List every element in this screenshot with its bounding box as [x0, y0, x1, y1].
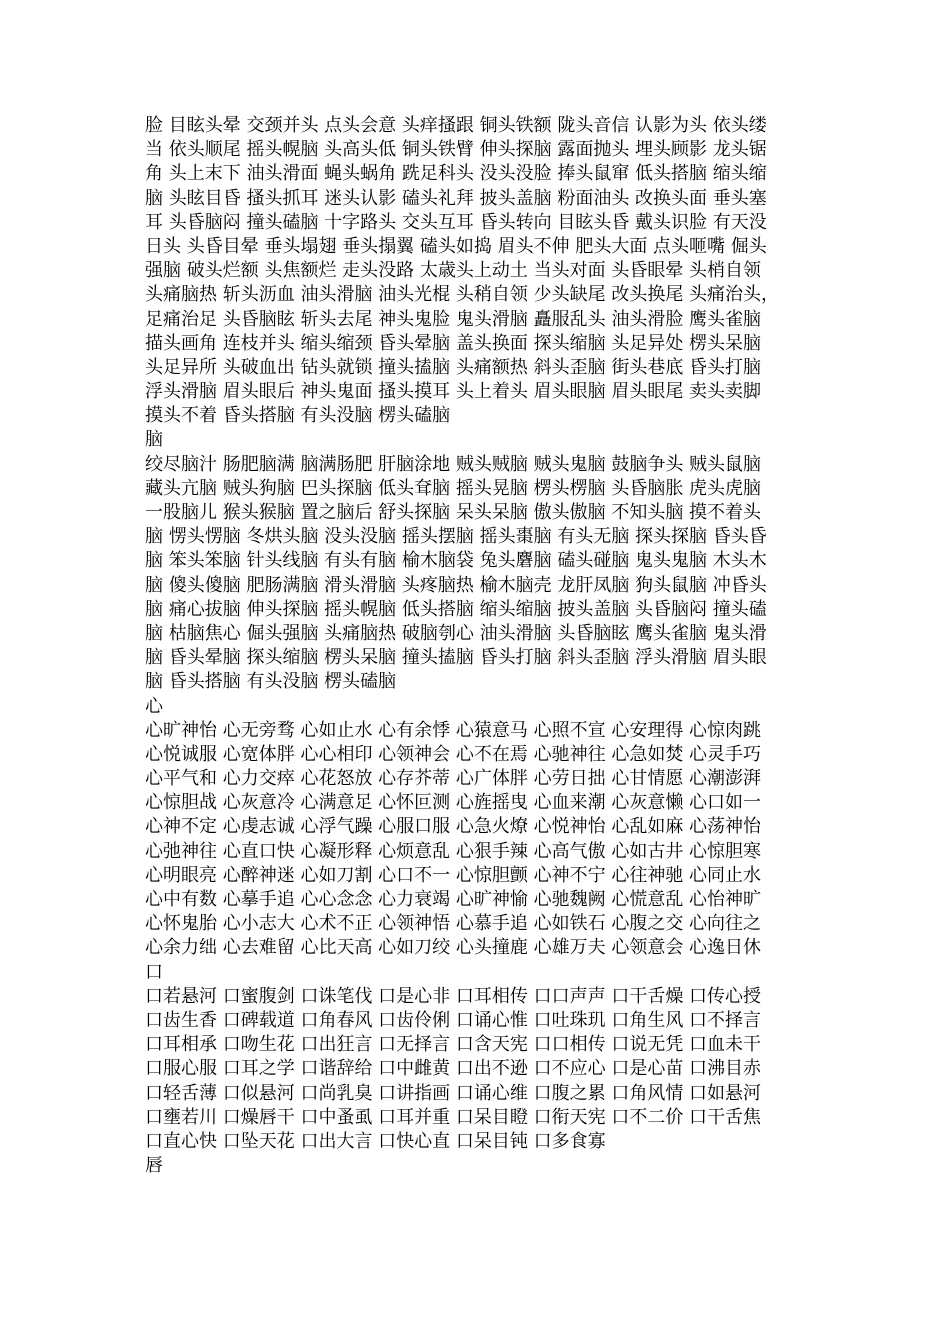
text-line: 一股脑儿 猴头猴脑 置之脑后 舒头探脑 呆头呆脑 傲头傲脑 不知头脑 摸不着头 — [145, 502, 762, 523]
text-line: 口若悬河 口蜜腹剑 口诛笔伐 口是心非 口耳相传 口口声声 口干舌燥 口传心授 — [145, 985, 762, 1007]
section-kou — [145, 961, 805, 1155]
section-chun — [145, 1154, 805, 1178]
text-line: 心余力绌 心去难留 心比天高 心如刀绞 心头撞鹿 心雄万夫 心领意会 心逸日休 — [145, 937, 762, 959]
text-line: 藏头亢脑 贼头狗脑 巴头探脑 低头耷脑 摇头晃脑 楞头楞脑 头昏脑胀 虎头虎脑 — [145, 477, 762, 499]
section-nao — [145, 428, 805, 694]
section-tou — [145, 114, 805, 428]
text-line: 脑 昏头晕脑 探头缩脑 楞头呆脑 撞头搕脑 昏头打脑 斜头歪脑 浮头滑脑 眉头眼 — [145, 647, 767, 669]
text-line: 心惊胆战 心灰意冷 心满意足 心怀叵测 心旌摇曳 心血来潮 心灰意懒 心口如一 — [145, 792, 762, 814]
text-line: 脑 傻头傻脑 肥肠满脑 滑头滑脑 头疼脑热 榆木脑壳 龙肝凤脑 狗头鼠脑 冲昏头 — [145, 574, 767, 596]
text-line: 口轻舌薄 口似悬河 口尚乳臭 口讲指画 口诵心维 口腹之累 口角风情 口如悬河 — [145, 1082, 762, 1104]
text-line: 当 依头顺尾 摇头幌脑 头高头低 铜头铁臂 伸头探脑 露面抛头 埋头顾影 龙头锯 — [145, 139, 767, 161]
section-heading: 唇 — [145, 1155, 163, 1177]
text-line: 浮头滑脑 眉头眼后 神头鬼面 搔头摸耳 头上着头 眉头眼脑 眉头眼尾 卖头卖脚 — [145, 381, 762, 403]
text-line: 脑 枯脑焦心 倔头强脑 头痛脑热 破脑刳心 油头滑脑 头昏脑眩 鹰头雀脑 鬼头滑 — [145, 622, 767, 644]
text-line: 心悦诚服 心宽体胖 心心相印 心领神会 心不在焉 心驰神往 心急如焚 心灵手巧 — [145, 743, 762, 765]
document-page — [145, 114, 805, 1178]
text-line: 绞尽脑汁 肠肥脑满 脑满肠肥 肝脑涂地 贼头贼脑 贼头鬼脑 鼓脑争头 贼头鼠脑 — [145, 453, 762, 475]
text-line: 描头画角 连枝并头 缩头缩颈 昏头晕脑 盖头换面 探头缩脑 头足异处 楞头呆脑 — [145, 332, 762, 354]
text-line: 口齿生香 口碑载道 口角春风 口齿伶俐 口诵心惟 口吐珠玑 口角生风 口不择言 — [145, 1009, 762, 1031]
text-line: 脸 目眩头晕 交颈并头 点头会意 头痒搔跟 铜头铁额 陇头音信 认影为头 依头缕 — [145, 115, 767, 136]
section-heading: 心 — [145, 695, 163, 717]
section-heading: 口 — [145, 961, 163, 983]
text-line: 角 头上末下 油头滑面 蝇头蜗角 跣足科头 没头没脸 捧头鼠窜 低头搭脑 缩头缩 — [145, 163, 767, 185]
text-line: 心旷神怡 心无旁骛 心如止水 心有余悸 心猿意马 心照不宣 心安理得 心惊肉跳 — [145, 719, 762, 741]
text-line: 脑 昏头搭脑 有头没脑 楞头磕脑 — [145, 671, 397, 693]
text-line: 摸头不着 昏头搭脑 有头没脑 楞头磕脑 — [145, 405, 451, 427]
text-line: 脑 头眩目昏 搔头抓耳 迷头认影 磕头礼拜 披头盖脑 粉面油头 改换头面 垂头塞 — [145, 187, 767, 209]
text-line: 口壅若川 口燥唇干 口中蚤虱 口耳并重 口呆目瞪 口衔天宪 口不二价 口干舌焦 — [145, 1106, 762, 1128]
text-line: 口直心快 口坠天花 口出大言 口快心直 口呆目钝 口多食寡 — [145, 1130, 606, 1152]
text-line: 口服心服 口耳之学 口谐辞给 口中雌黄 口出不逊 口不应心 口是心苗 口沸目赤 — [145, 1058, 762, 1080]
text-line: 头足异所 头破血出 钻头就锁 撞头搕脑 头痛额热 斜头歪脑 街头巷底 昏头打脑 — [145, 356, 762, 378]
text-line: 心怀鬼胎 心小志大 心术不正 心领神悟 心慕手追 心如铁石 心腹之交 心向往之 — [145, 913, 762, 935]
section-heading: 脑 — [145, 429, 163, 451]
text-line: 头痛脑热 斩头沥血 油头滑脑 油头光棍 头稍自领 少头缺尾 改头换尾 头痛治头， — [145, 284, 780, 306]
text-line: 心平气和 心力交瘁 心花怒放 心存芥蒂 心广体胖 心劳日拙 心甘情愿 心潮澎湃 — [145, 768, 762, 790]
text-line: 脑 痛心拔脑 伸头探脑 摇头幌脑 低头搭脑 缩头缩脑 披头盖脑 头昏脑闷 撞头磕 — [145, 598, 767, 620]
text-line: 心弛神往 心直口快 心凝形释 心烦意乱 心狠手辣 心高气傲 心如古井 心惊胆寒 — [145, 840, 762, 862]
text-line: 日头 头昏目晕 垂头塌翅 垂头搨翼 磕头如捣 眉头不伸 肥头大面 点头咂嘴 倔头 — [145, 235, 767, 257]
text-line: 耳 头昏脑闷 撞头磕脑 十字路头 交头互耳 昏头转向 目眩头昏 戴头识脸 有天没 — [145, 211, 767, 233]
text-line: 脑 愣头愣脑 冬烘头脑 没头没脑 摇头摆脑 摇头棗脑 有头无脑 探头探脑 昏头昏 — [145, 526, 767, 548]
text-line: 足痛治足 头昏脑眩 斩头去尾 神头鬼脸 鬼头滑脑 矗服乱头 油头滑脸 鹰头雀脑 — [145, 308, 762, 330]
text-line: 心中有数 心摹手追 心心念念 心力衰竭 心旷神愉 心驰魏阙 心慌意乱 心怡神旷 — [145, 889, 762, 910]
section-xin — [145, 695, 805, 961]
text-line: 口耳相承 口吻生花 口出狂言 口无择言 口含天宪 口口相传 口说无凭 口血未干 — [145, 1034, 762, 1056]
text-line: 心明眼亮 心醉神迷 心如刀割 心口不一 心惊胆颤 心神不宁 心往神驰 心同止水 — [145, 864, 762, 886]
text-line: 强脑 破头烂额 头焦额烂 走头没路 太歳头上动土 当头对面 头昏眼晕 头梢自领 — [145, 260, 762, 282]
text-line: 心神不定 心虔志诚 心浮气躁 心服口服 心急火燎 心悦神怡 心乱如麻 心荡神怡 — [145, 816, 762, 838]
text-line: 脑 笨头笨脑 针头线脑 有头有脑 榆木脑袋 兔头麏脑 磕头碰脑 鬼头鬼脑 木头木 — [145, 550, 767, 572]
